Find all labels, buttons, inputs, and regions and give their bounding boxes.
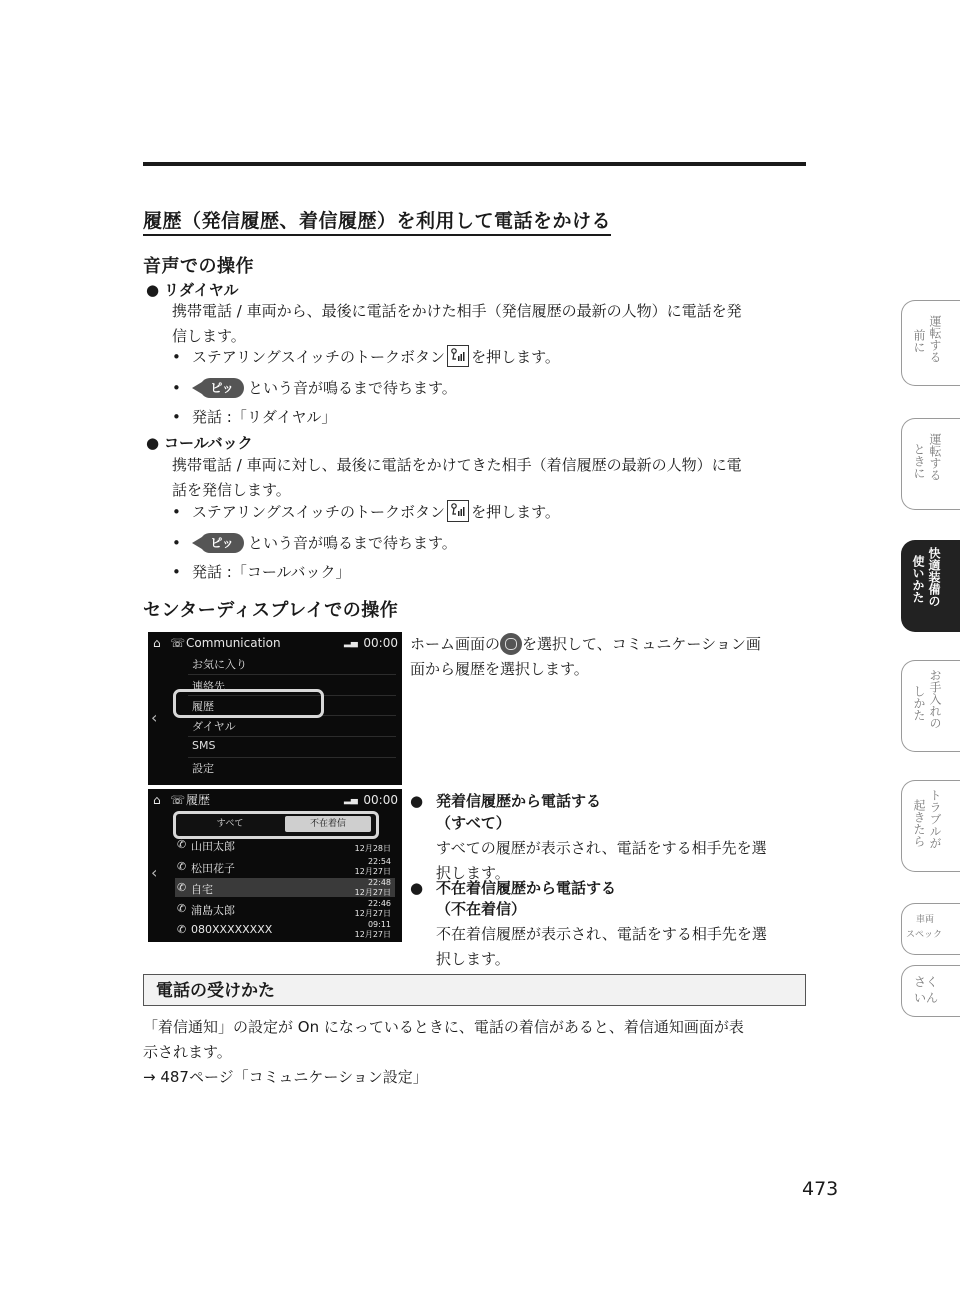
page-number: 473 (802, 1178, 839, 1200)
menu-item-contacts[interactable]: 連絡先 (192, 680, 225, 693)
phone-icon: ✆ (177, 881, 187, 894)
top-rule (143, 162, 806, 166)
menu-item-dial[interactable]: ダイヤル (192, 720, 236, 733)
talk-button-icon (447, 345, 469, 367)
history-tabs-highlight (173, 811, 379, 839)
phone-screen-icon: ☏ (170, 636, 186, 650)
home-icon: ⌂ (153, 636, 161, 650)
back-chevron-icon[interactable]: ‹ (151, 863, 158, 882)
callback-title: ● コールバック (146, 434, 253, 452)
receive-description: 「着信通知」の設定が On になっているときに、電話の着信があると、着信通知画面が表 示されます。 → 487ページ「コミュニケーション設定」 (143, 1015, 813, 1090)
page-reference-link[interactable]: → 487ページ「コミュニケーション設定」 (143, 1068, 428, 1086)
receive-heading: 電話の受けかた (143, 974, 806, 1006)
callback-step-1: • ステアリングスイッチのトークボタン を押します。 (172, 500, 560, 522)
redial-description: 携帯電話 / 車両から、最後に電話をかけた相手（発信履歴の最新の人物）に電話を発 信します。 (172, 302, 742, 345)
phone-icon: ✆ (177, 902, 187, 915)
option-missed-description: （不在着信） 不在着信履歴が表示され、電話をする相手先を選 択します。 (436, 900, 767, 968)
beep-icon: ピッ (192, 533, 246, 553)
tab-index[interactable]: さく いん (901, 965, 960, 1017)
home-icon: ⌂ (153, 793, 161, 807)
tab-vehicle-specs[interactable]: 車両 スペック (901, 903, 960, 955)
talk-button-icon (447, 500, 469, 522)
section-heading: 履歴（発信履歴、着信履歴）を利用して電話をかける (143, 206, 611, 236)
history-highlight (173, 689, 324, 718)
bullet-icon: ● (410, 792, 424, 810)
center-display-heading: センターディスプレイでの操作 (143, 600, 399, 621)
callback-step-2: • ピッ という音が鳴るまで待ちます。 (172, 534, 457, 552)
redial-step-3: • 発話 :「リダイヤル」 (172, 408, 337, 426)
back-chevron-icon[interactable]: ‹ (151, 708, 158, 727)
screen-header: ⌂ ☏ Communication ▂▄ 00:00 (148, 632, 402, 654)
callback-step-3: • 発話 :「コールバック」 (172, 563, 351, 581)
tab-all[interactable]: すべて (216, 819, 244, 829)
tab-troubleshooting[interactable]: 起きたら トラブルが (901, 780, 960, 872)
redial-step-1: • ステアリングスイッチのトークボタン を押します。 (172, 345, 560, 367)
screen-header: ⌂ ☏ 履歴 ▂▄ 00:00 (148, 789, 402, 811)
signal-icon: ▂▄ (344, 638, 358, 648)
signal-icon: ▂▄ (344, 795, 358, 805)
history-screen (148, 789, 402, 942)
menu-item-sms[interactable]: SMS (192, 739, 216, 752)
voice-heading: 音声での操作 (143, 256, 254, 277)
bullet-icon: ● (410, 879, 424, 897)
callback-description: 携帯電話 / 車両に対し、最後に電話をかけてきた相手（着信履歴の最新の人物）に電 話を発信します。 (172, 456, 742, 499)
phone-icon: ✆ (177, 923, 187, 936)
list-item[interactable]: ✆ 080XXXXXXXX 09:11 12月27日 (177, 920, 391, 939)
list-item[interactable]: ✆ 浦島太郎 22:46 12月27日 (177, 899, 391, 918)
list-item[interactable]: ✆ 松田花子 22:54 12月27日 (177, 857, 391, 876)
option-all-title: ● 発着信履歴から電話する (410, 792, 602, 810)
tab-comfort-features[interactable]: 使いかた 快適装備の (901, 540, 960, 632)
redial-step-2: • ピッ という音が鳴るまで待ちます。 (172, 379, 457, 397)
beep-icon: ピッ (192, 378, 246, 398)
tab-maintenance[interactable]: しかた お手入れの (901, 660, 960, 752)
tab-while-driving[interactable]: ときに 運転する (901, 418, 960, 510)
history-list (175, 837, 399, 942)
redial-title: ● リダイヤル (146, 281, 239, 299)
bullet-icon: ● (146, 281, 160, 299)
tab-before-driving[interactable]: 前に 運転する (901, 300, 960, 386)
menu-item-favorites[interactable]: お気に入り (192, 658, 247, 671)
tab-missed[interactable]: 不在着信 (285, 816, 371, 832)
option-missed-title: ● 不在着信履歴から電話する (410, 879, 617, 897)
phone-icon: ✆ (177, 860, 187, 873)
communication-app-icon (500, 633, 522, 655)
communication-screen (148, 632, 402, 785)
list-item[interactable]: ✆ 自宅 22:48 12月27日 (175, 878, 395, 897)
phone-screen-icon: ☏ (170, 793, 186, 807)
menu-item-history[interactable]: 履歴 (192, 700, 214, 713)
bullet-icon: ● (146, 434, 160, 452)
option-all-description: （すべて） すべての履歴が表示され、電話をする相手先を選 択します。 (436, 814, 767, 882)
center-description: ホーム画面の を選択して、コミュニケーション画 面から履歴を選択します。 (410, 635, 761, 678)
list-item[interactable]: ✆ 山田太郎 12月28日 (177, 838, 391, 853)
phone-icon: ✆ (177, 838, 187, 851)
menu-item-settings[interactable]: 設定 (192, 762, 214, 775)
